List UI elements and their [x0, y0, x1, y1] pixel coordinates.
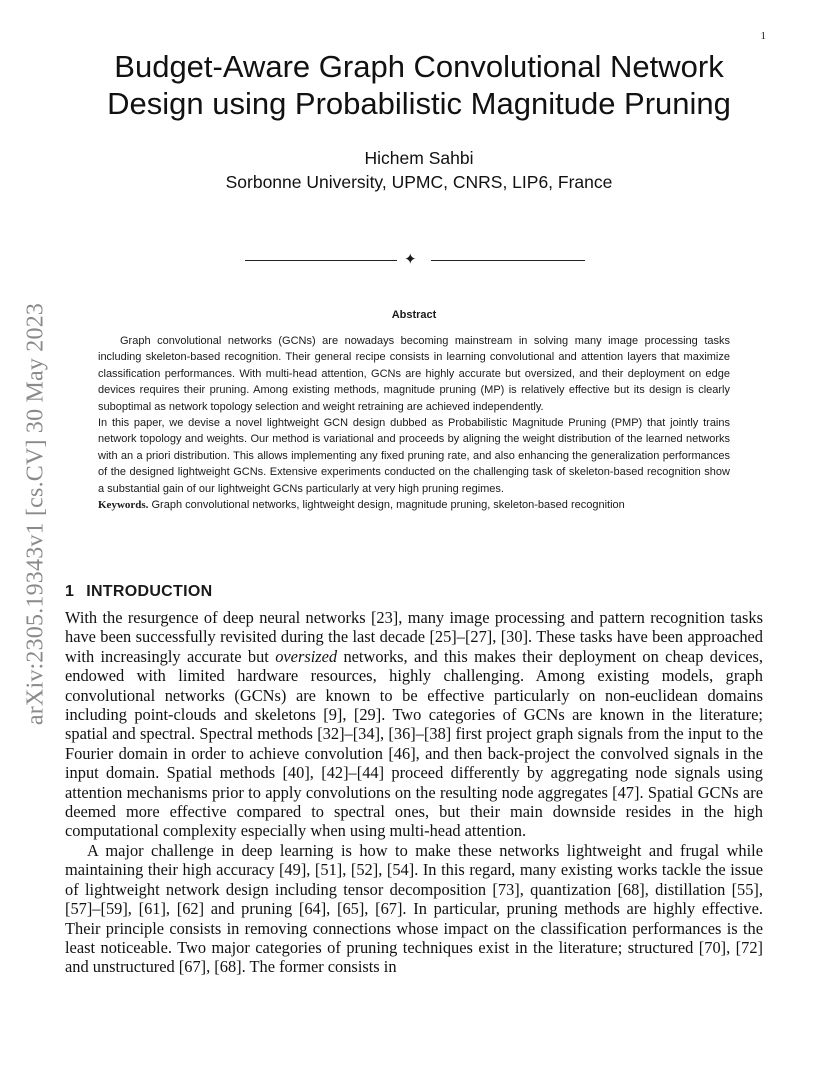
divider-rule-right — [431, 260, 585, 261]
body-text-run: With the resurgence of deep neural networks [23], many image processing and pattern recognition tasks have been successfully revisited during the last decade [25]–[27], [30]. These tasks have been approached with increasingly accurate but — [65, 608, 763, 666]
arxiv-identifier — [20, 274, 52, 754]
keywords-text: Graph convolutional networks, lightweight design, magnitude pruning, skeleton-based recognition — [151, 499, 625, 512]
body-paragraph: A major challenge in deep learning is how to make these networks lightweight and frugal while maintaining their high accuracy [49], [51], [52], [54]. In this regard, many existing works tackle the issue of lightweight network design including tensor decomposition [73], quantization [68], distillation [55], [57]–[59], [61], [62] and pruning [64], [65], [67]. In particular, pruning methods are highly effective. Their principle consists in removing connections whose impact on the classification performances is the least noticeable. Two major categories of pruning techniques exist in the literature; structured [70], [72] and unstructured [67], [68]. The former consists in — [65, 840, 763, 977]
author-name: Hichem Sahbi — [364, 148, 474, 168]
abstract-heading: Abstract — [391, 309, 437, 321]
arxiv-identifier-text: arXiv:2305.19343v1 [cs.CV] 30 May 2023 — [22, 302, 49, 726]
divider-rule-left — [245, 260, 397, 261]
abstract-paragraph: In this paper, we devise a novel lightweight GCN design dubbed as Probabilistic Magnitude Pruning (PMP) that jointly trains network topology and weights. Our method is variational and proceeds by aligning the weight distribution of the learned networks with an a priori distribution. This allows implementing any fixed pruning rate, and also enhancing the generalization performances of the designed lightweight GCNs. Extensive experiments conducted on the challenging task of skeleton-based recognition show a substantial gain of our lightweight GCNs particularly at very high pruning regimes. — [98, 417, 730, 495]
abstract-paragraph: Graph convolutional networks (GCNs) are nowadays becoming mainstream in solving many image processing tasks including skeleton-based recognition. Their general recipe consists in learning convolutional and attention layers that maximize classification performances. With multi-head attention, GCNs are highly accurate but oversized, and their deployment on edge devices requires their pruning. Among existing methods, magnitude pruning (MP) is relatively effective but its design is clearly suboptimal as network topology selection and weight retraining are achieved independently. — [98, 335, 730, 413]
section-heading — [65, 583, 212, 601]
title-line: Design using Probabilistic Magnitude Pruning — [107, 86, 731, 121]
page-number: 1 — [760, 30, 766, 42]
body-paragraph — [65, 608, 763, 841]
divider-star-icon: ✦ — [404, 250, 417, 268]
body-text-emphasis: oversized — [275, 646, 338, 666]
title-divider — [245, 252, 585, 270]
author-block — [70, 146, 768, 194]
section-number: 1 — [65, 583, 75, 600]
title-line: Budget-Aware Graph Convolutional Network — [114, 49, 724, 84]
abstract-body — [98, 333, 730, 513]
section-title: INTRODUCTION — [86, 583, 213, 600]
keywords-line — [98, 497, 730, 513]
section-body — [65, 608, 763, 977]
body-text-run: networks, and this makes their deployment on cheap devices, endowed with limited hardware resources, highly challenging. Among existing models, graph convolutional networks (GCNs) are known to be effective particularly on non-euclidean domains including point-clouds and skeletons [9], [29]. Two categories of GCNs are known in the literature; spatial and spectral. Spectral methods [32]–[34], [36]–[38] first project graph signals from the input to the Fourier domain in order to achieve convolution [46], and then back-project the convolved signals in the input domain. Spatial methods [40], [42]–[44] proceed differently by aggregating node signals using attention mechanisms prior to apply convolutions on the resulting node aggregates [47]. Spatial GCNs are deemed more effective compared to spectral ones, but their main downside resides in the high computational complexity especially when using multi-head attention. — [65, 646, 763, 841]
paper-title — [70, 48, 768, 122]
keywords-label: Keywords. — [98, 499, 149, 512]
author-affiliation: Sorbonne University, UPMC, CNRS, LIP6, France — [225, 172, 613, 192]
